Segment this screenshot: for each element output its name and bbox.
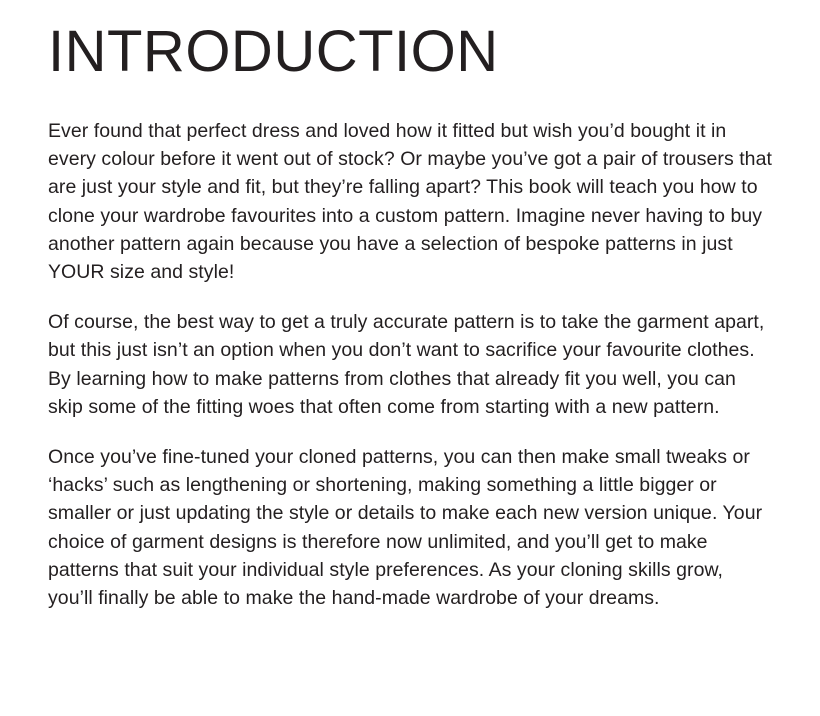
paragraph: Of course, the best way to get a truly accurate pattern is to take the garment apart, but this just isn’t an option when you don’t want to sacrifice your favourite clothes. By learning how to make patterns from clothes that already fit you well, you can skip some of the fitting woes that often come from starting with a new pattern. (48, 311, 765, 418)
paragraph: Once you’ve fine-tuned your cloned patterns, you can then make small tweaks or ‘hacks’ such as lengthening or shortening, making something a little bigger or smaller or just updating the style or details to make each new version unique. Your choice of garment designs is therefore now unlimited, and you’ll get to make patterns that suit your individual style preferences. As your cloning skills grow, you’ll finally be able to make the hand-made wardrobe of your dreams. (48, 445, 763, 609)
body-copy (48, 117, 772, 612)
paragraph: Ever found that perfect dress and loved how it fitted but wish you’d bought it in every colour before it went out of stock? Or maybe you’ve got a pair of trousers that are just your style and fit, but they’re falling apart? This book will teach you how to clone your wardrobe favourites into a custom pattern. Imagine never having to buy another pattern again because you have a selection of bespoke patterns in just YOUR size and style! (48, 119, 772, 283)
page-title: INTRODUCTION (48, 19, 499, 84)
